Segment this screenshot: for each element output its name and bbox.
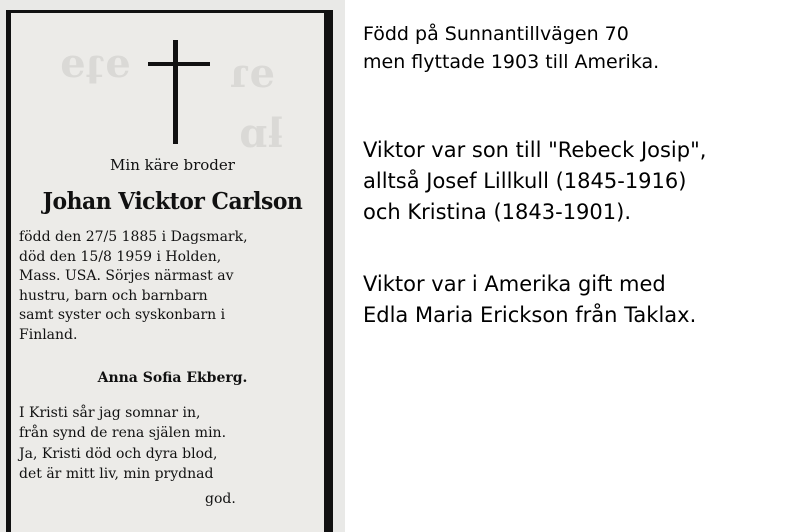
- note-parents: Viktor var son till "Rebeck Josip", alltså Josef Lillkull (1845-1916) och Kristina (1843-1901).: [363, 138, 707, 224]
- cross-icon: [173, 40, 178, 144]
- note-marriage: Viktor var i Amerika gift med Edla Maria Erickson från Taklax.: [363, 272, 697, 327]
- obituary-clipping: [0, 0, 345, 532]
- obituary-heading: Min käre broder: [110, 156, 235, 174]
- bleed-through-texture: ɘɿ: [230, 50, 275, 97]
- verse: I Kristi sår jag somnar in, från synd de rena själen min. Ja, Kristi död och dyra blod, det är mitt liv, min prydnad: [19, 405, 227, 483]
- note-birthplace: Född på Sunnantillvägen 70 men flyttade 1903 till Amerika.: [363, 23, 660, 73]
- signature: Anna Sofia Ekberg.: [97, 370, 248, 386]
- bleed-through-texture: ɘʇɘ: [60, 40, 131, 87]
- deceased-name: Johan Vicktor Carlson: [42, 188, 303, 215]
- verse-end: god.: [205, 491, 236, 507]
- bleed-through-texture: ƚɒ: [240, 110, 284, 157]
- obituary-body: född den 27/5 1885 i Dagsmark, död den 15/8 1959 i Holden, Mass. USA. Sörjes närmast av hustru, barn och barnbarn samt syster och syskonbarn i Finland.: [19, 229, 248, 343]
- cross-icon-bar: [148, 62, 210, 66]
